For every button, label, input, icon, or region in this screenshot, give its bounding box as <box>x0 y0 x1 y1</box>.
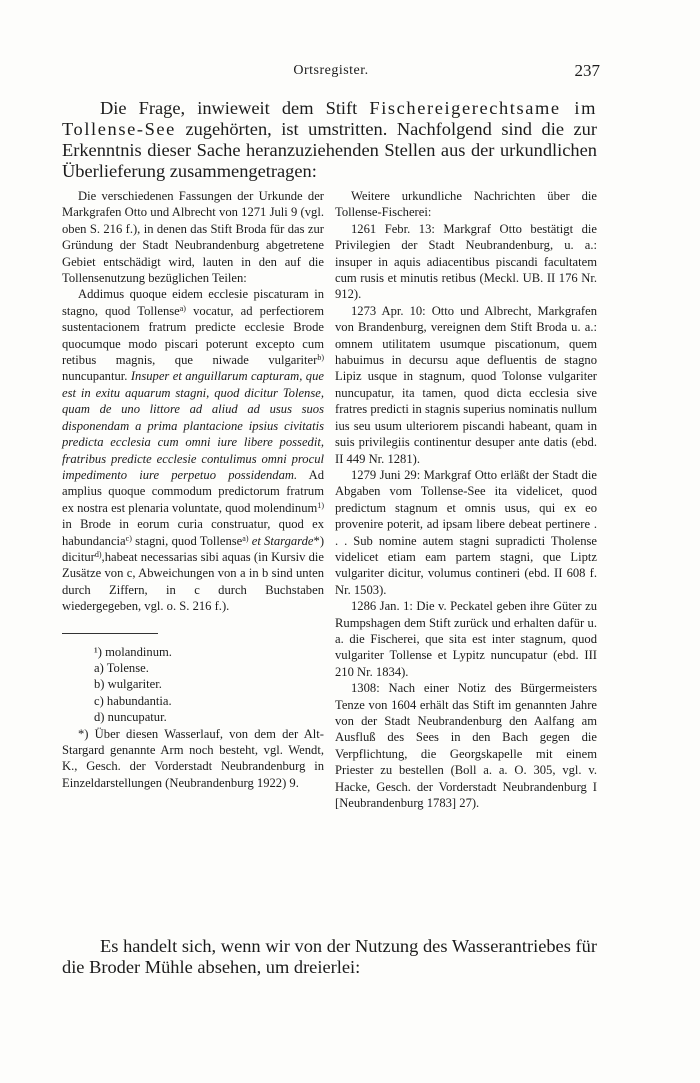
footnote: ¹) molandinum. <box>94 644 172 659</box>
left-paragraph-1: Die verschiedenen Fassungen der Urkunde der Markgrafen Otto und Albrecht von 1271 Juli 9 (vgl. oben S. 216 f.), in denen das Stift Broda für das zur Gründung der Stadt Neubrandenburg abgetretene Gebiet entschädigt wird, lauten in den auf die Tollensenutzung bezüglichen Teilen: <box>62 189 324 286</box>
left-paragraph-latin <box>62 286 324 614</box>
right-paragraph: 1273 Apr. 10: Otto und Albrecht, Markgrafen von Brandenburg, vereignen dem Stift Broda u. a.: omnem utilitatem usumque piscationum, quem habuimus in decursu aque defluentis de stagno Lipiz usque in stagnum, quod Tolonse vulgariter nuncupatur, ita tamen, quod dicta ecclesia sive fratres predicti in stagnis superius nominatis nullum ius seu usum ulteriorem piscandi habeant, quam in suis privilegiis continentur desuper ante datis (ebd. II 449 Nr. 1281). <box>335 303 597 466</box>
page-header <box>62 63 600 83</box>
footnote: d) nuncupatur. <box>94 710 167 725</box>
latin-italic-addition: et Stargarde <box>251 533 314 548</box>
intro-text-2: zugehörten, ist umstritten. Nachfolgend sind die zur Erkenntnis dieser Sache heranzuziehenden Stellen aus der urkundlichen Überlieferung zusammengetragen: <box>62 119 597 181</box>
footnote-star: *) Über diesen Wasserlauf, von dem der Alt-Stargard genannte Arm noch besteht, vgl. Wendt, K., Gesch. der Vorderstadt Neubrandenburg in Einzeldarstellungen (Neubrandenburg 1922) 9. <box>62 726 324 790</box>
intro-spaced-phrase: Fischereigerechtsame im Tollense-See <box>62 98 597 139</box>
right-paragraph: 1286 Jan. 1: Die v. Peckatel geben ihre Güter zu Rumpshagen dem Stift zurück und erhalten dafür u. a. die Fischerei, que sita est inter stagnum, quod vulgariter Tollense et Lypitz nuncupatur (ebd. III 210 Nr. 1834). <box>335 599 597 679</box>
right-column <box>335 188 597 811</box>
right-paragraph: Weitere urkundliche Nachrichten über die Tollense-Fischerei: <box>335 189 597 220</box>
intro-paragraph <box>62 98 597 182</box>
right-paragraph: 1279 Juni 29: Markgraf Otto erläßt der Stadt die Abgaben vom Tollense-See ita videlicet, quod predictum stagnum et omnis usus, qui ex eo provenire poterit, ad ipsam libere debeat pertinere . . . Sub nomine autem stagni supradicti Tholense videlicet etiam eam partem stagni, que Liptz vulgariter dicitur, volumus contineri (ebd. II 608 f. Nr. 1503). <box>335 467 597 597</box>
footnote: c) habundantia. <box>94 693 172 708</box>
latin-italic-addition: Insuper et anguillarum capturam, que est in exitu aquarum stagni, quod dicitur Tolense, quam de uno littore ad aliud ad usus suos disponendam a prima plantacione ipsius civitatis predicta ecclesia cum omni iure libere possedit, fratribus predicte ecclesie contulimus omni procul impedimento iure perpetuo possidendam. <box>62 369 324 482</box>
latin-text: ,habeat necessarias sibi aquas (in Kursiv die Zusätze von c, Abweichungen von a in b sind unten durch Ziffern, in c durch Buchstaben wiedergegeben, vgl. o. S. 216 f.). <box>62 549 324 614</box>
latin-text: nuncupantur. <box>62 369 131 384</box>
latin-text: *) dicitur <box>62 533 325 564</box>
footnote-ref: c) <box>125 533 132 543</box>
latin-text: Addimus quoque eidem ecclesie piscaturam in stagno, quod Tollense <box>62 287 324 318</box>
running-head: Ortsregister. <box>293 63 369 78</box>
footnote: b) wulgariter. <box>94 677 162 692</box>
latin-text: Ad amplius quoque commodum predictorum fratrum ex nostra est plenaria voluntate, quod molendinum <box>62 467 324 515</box>
footnote-ref: a) <box>242 533 249 543</box>
latin-text: in Brode in eorum curia construatur, quod ex habundancia <box>62 517 324 548</box>
outro-paragraph: Es handelt sich, wenn wir von der Nutzung des Wasserantriebes für die Broder Mühle absehen, um dreierlei: <box>62 936 597 977</box>
page-number: 237 <box>574 61 600 80</box>
footnote: a) Tolense. <box>94 660 149 675</box>
right-paragraph: 1308: Nach einer Notiz des Bürgermeisters Tenze von 1604 erhält das Stift im genannten Jahre von der Stadt Neubrandenburg den Aalfang am Ausfluß des Sees in den Bach gegen die Verpflichtung, die Georgskapelle mit einem Priester zu bestellen (Boll a. a. O. 305, vgl. v. Hacke, Gesch. der Vorderstadt Neubrandenburg I [Neubrandenburg 1783] 27). <box>335 681 597 811</box>
right-paragraph: 1261 Febr. 13: Markgraf Otto bestätigt die Privilegien der Stadt Neubrandenburg, u. a.: insuper in aquis adiacentibus piscandi facultatem cum rusis et minutis retibus (Meckl. UB. II 176 Nr. 912). <box>335 221 597 302</box>
footnote-divider <box>62 633 158 634</box>
left-column <box>62 188 324 791</box>
intro-text-1: Die Frage, inwieweit dem Stift <box>100 98 370 118</box>
footnote-ref: a) <box>179 303 186 313</box>
footnote-ref: 1) <box>317 500 324 510</box>
latin-text: vocatur, ad perfectiorem sustentacionem fratrum predicte ecclesie Brode quocumque modo piscari poterunt excepto cum retibus magnis, que niwade vulgariter <box>62 303 324 368</box>
latin-text: stagni, quod Tollense <box>131 533 243 548</box>
footnote-ref: b) <box>317 353 324 363</box>
footnote-ref: d) <box>94 549 102 559</box>
